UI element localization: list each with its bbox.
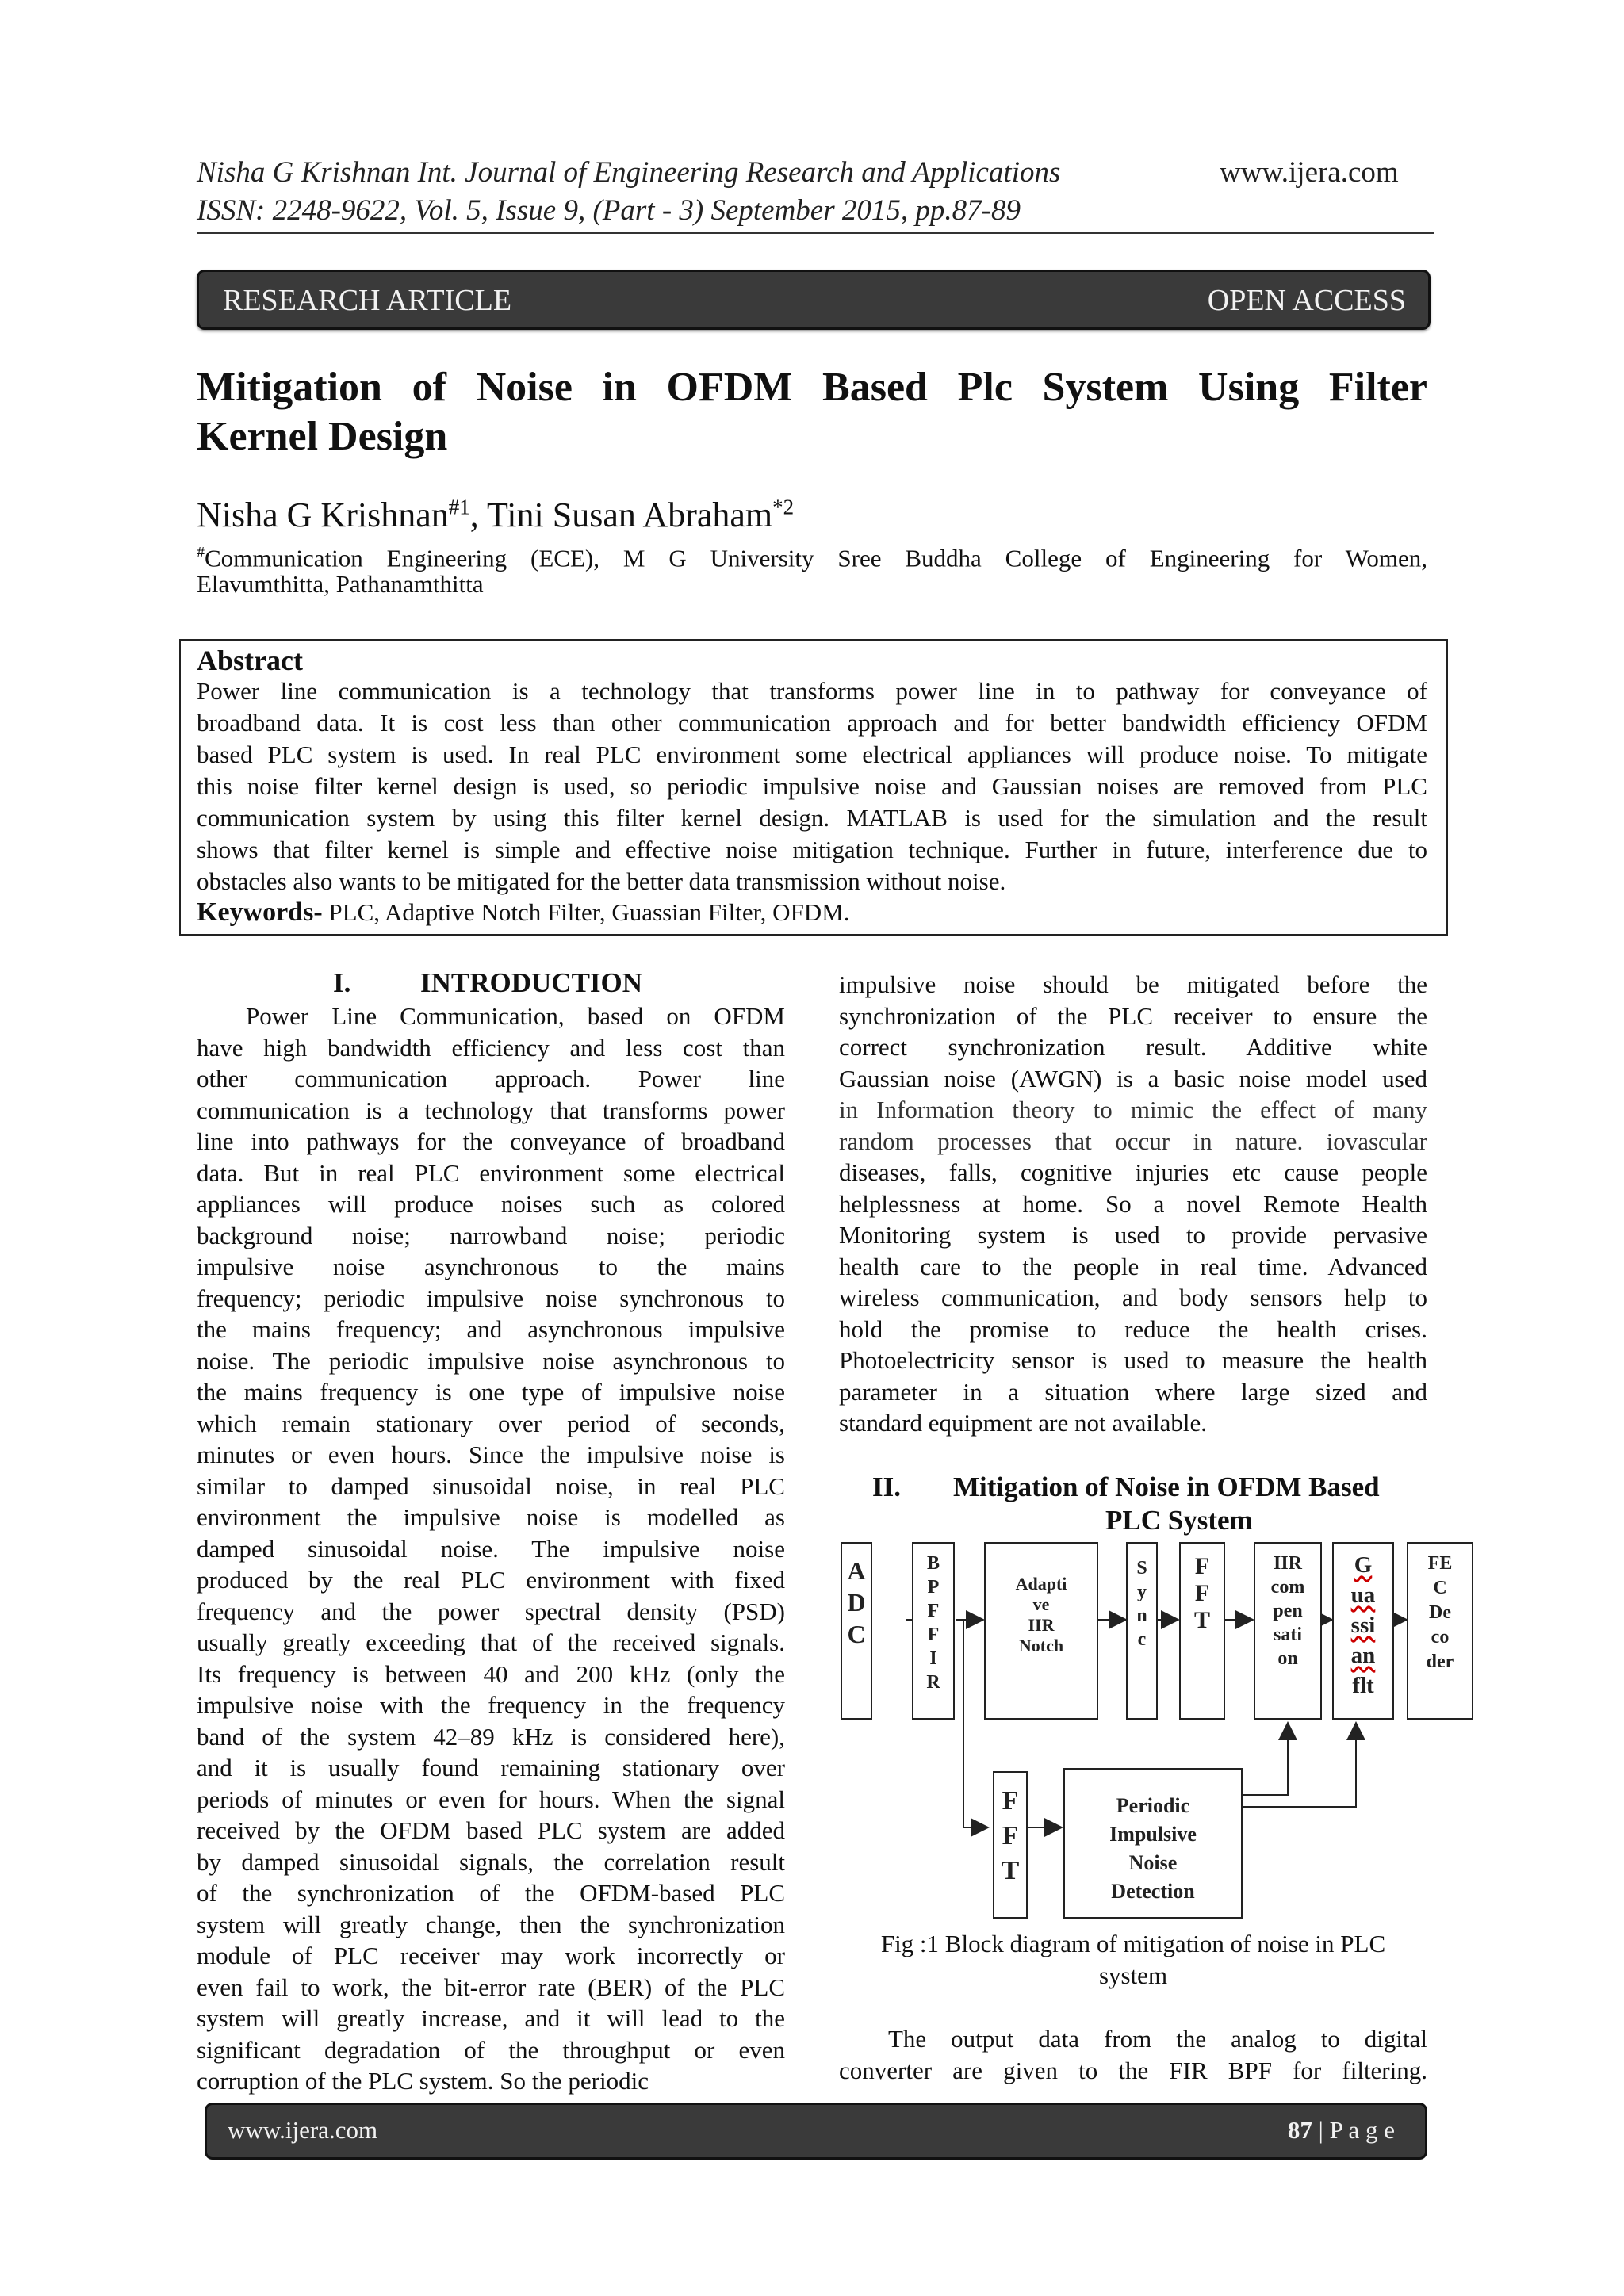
body-line: diseases, falls, cognitive injuries etc cause people (839, 1158, 1427, 1186)
intro-line: communication is a technology that transforms power (197, 1096, 785, 1124)
intro-line: the mains frequency is one type of impulsive noise (197, 1378, 785, 1406)
detect-line: Impulsive (1109, 1823, 1197, 1846)
gauss-line: flt (1352, 1673, 1374, 1698)
abstract-line: obstacles also wants to be mitigated for the better data transmission without noise. (197, 867, 1006, 895)
body-line: random processes that occur in nature. iovascular (839, 1127, 1427, 1155)
fft2-letter: T (1001, 1856, 1020, 1885)
right-column-body (839, 969, 1427, 1439)
bpf-letter: P (927, 1577, 940, 1598)
intro-line: module of PLC receiver may work incorrectly or (197, 1942, 785, 1969)
body-line: standard equipment are not available. (839, 1409, 1207, 1437)
body-line: correct synchronization result. Additive white (839, 1033, 1427, 1061)
header-rule (197, 232, 1434, 234)
fft2-letter: F (1002, 1786, 1019, 1816)
notch-line: Adapti (1015, 1574, 1067, 1594)
fft-letter: F (1194, 1580, 1210, 1606)
sync-letter: S (1136, 1558, 1147, 1578)
adc-block (841, 1542, 872, 1720)
intro-line: environment the impulsive noise is modelled as (197, 1503, 785, 1531)
journal-url[interactable]: www.ijera.com (1220, 156, 1399, 189)
footer-bar (205, 2103, 1427, 2160)
figure-caption (839, 1928, 1427, 1992)
paper-title-line2: Kernel Design (197, 414, 448, 459)
body-line: health care to the people in real time. Advanced (839, 1252, 1427, 1280)
intro-line: damped sinusoidal noise. The impulsive noise (197, 1534, 785, 1563)
detect-line: Noise (1128, 1851, 1178, 1874)
author-2: Tini Susan Abraham (486, 496, 773, 534)
adc-letter: A (847, 1556, 866, 1585)
intro-line: impulsive noise with the frequency in the frequency (197, 1691, 785, 1719)
iir-compensation-block (1254, 1542, 1322, 1720)
body-line: parameter in a situation where large sized and (839, 1377, 1427, 1406)
bpf-fir-block (912, 1542, 955, 1720)
page-number (1288, 2116, 1395, 2145)
fft-block (1179, 1542, 1225, 1720)
iir-line: pen (1273, 1601, 1303, 1621)
iir-line: on (1277, 1648, 1298, 1669)
intro-line: usually greatly exceeding that of the received signals. (197, 1628, 785, 1656)
intro-body (197, 1001, 785, 2097)
body-line: Monitoring system is used to provide pervasive (839, 1221, 1427, 1249)
intro-line: Power Line Communication, based on OFDM (246, 1002, 785, 1030)
detect-line: Periodic (1116, 1794, 1190, 1817)
gauss-line: ssi (1350, 1613, 1376, 1638)
gauss-line: an (1350, 1643, 1376, 1668)
body-line: wireless communication, and body sensors help to (839, 1284, 1427, 1311)
fec-line: FE (1427, 1553, 1453, 1574)
fft2-letter: F (1002, 1821, 1019, 1850)
body-line: hold the promise to reduce the health crises. (839, 1314, 1427, 1343)
periodic-impulsive-noise-detection-block (1063, 1768, 1243, 1919)
journal-header: Nisha G Krishnan Int. Journal of Engineering Research and Applications (197, 156, 1061, 189)
abstract-line: broadband data. It is cost less than other communication approach and for better bandwidth efficiency OFDM (197, 709, 1427, 737)
abstract-line: based PLC system is used. In real PLC environment some electrical appliances will produce noise. To mitigate (197, 740, 1427, 768)
sync-block (1126, 1542, 1158, 1720)
page-num: 87 (1287, 2116, 1312, 2144)
intro-line: background noise; narrowband noise; periodic (197, 1221, 785, 1249)
intro-heading: INTRODUCTION (420, 967, 643, 998)
bpf-letter: I (929, 1648, 937, 1669)
sync-letter: n (1136, 1605, 1147, 1626)
author-2-sup: *2 (772, 495, 795, 519)
intro-line: the mains frequency; and asynchronous impulsive (197, 1315, 785, 1343)
footer-url[interactable]: www.ijera.com (228, 2116, 378, 2144)
block-diagram (839, 1536, 1489, 1927)
adaptive-iir-notch-block (984, 1542, 1098, 1720)
keywords-label: Keywords- (197, 897, 323, 927)
intro-line: even fail to work, the bit-error rate (BER) of the PLC (197, 1973, 785, 2001)
intro-line: of the synchronization of the OFDM-based PLC (197, 1879, 785, 1907)
gauss-line: ua (1350, 1582, 1376, 1608)
fec-line: co (1431, 1627, 1450, 1647)
intro-line: by damped sinusoidal signals, the correlation result (197, 1847, 785, 1876)
page-label: | P a g e (1312, 2116, 1395, 2144)
intro-line: appliances will produce noises such as colored (197, 1190, 785, 1218)
body-line: in Information theory to mimic the effect of many (839, 1096, 1427, 1123)
sync-letter: y (1137, 1582, 1147, 1602)
body-line: synchronization of the PLC receiver to ensure the (839, 1001, 1427, 1030)
author-1: Nisha G Krishnan (197, 496, 449, 534)
keywords-list: PLC, Adaptive Notch Filter, Guassian Filter, OFDM. (322, 898, 850, 926)
intro-line: similar to damped sinusoidal noise, in real PLC (197, 1471, 785, 1500)
body-line: Photoelectricity sensor is used to measure the health (839, 1346, 1427, 1374)
intro-line: have high bandwidth efficiency and less cost than (197, 1033, 785, 1062)
sync-letter: c (1137, 1629, 1147, 1650)
abstract-line: this noise filter kernel design is used, so periodic impulsive noise and Gaussian noises are removed from PLC (197, 772, 1427, 800)
intro-line: band of the system 42–89 kHz is considered here), (197, 1722, 785, 1751)
author-1-sup: #1 (448, 495, 470, 519)
fft-letter: F (1194, 1553, 1210, 1579)
adc-letter: D (847, 1588, 866, 1617)
notch-line: Notch (1018, 1636, 1064, 1655)
intro-line: system will greatly increase, and it will lead to the (197, 2004, 785, 2032)
paragraph-after-figure (839, 2023, 1427, 2086)
intro-line: which remain stationary over period of seconds, (197, 1409, 785, 1437)
intro-line: data. But in real PLC environment some electrical (197, 1158, 785, 1187)
affiliation-sup: # (197, 544, 205, 561)
intro-line: frequency and the power spectral density (PSD) (197, 1597, 785, 1625)
iir-line: com (1270, 1577, 1305, 1598)
gaussian-filter-block (1332, 1542, 1394, 1720)
arrow-branch-fft2 (963, 1620, 986, 1827)
gauss-line: G (1354, 1552, 1373, 1578)
section2-heading-line2: PLC System (1105, 1505, 1253, 1536)
abstract-line: Power line communication is a technology that transforms power line in to pathway for conveyance of (197, 677, 1427, 705)
bpf-letter: B (926, 1553, 940, 1574)
fec-line: De (1429, 1602, 1451, 1623)
paper-title-line1: Mitigation of Noise in OFDM Based Plc System Using Filter (197, 365, 1427, 410)
abstract-body (197, 675, 1427, 897)
abstract-line: communication system by using this filter kernel design. MATLAB is used for the simulation and the result (197, 804, 1427, 832)
fec-line: C (1433, 1578, 1447, 1598)
intro-number: I. (333, 967, 351, 998)
intro-line: impulsive noise asynchronous to the mains (197, 1253, 785, 1280)
intro-line: other communication approach. Power line (197, 1065, 785, 1093)
fft-letter: T (1193, 1607, 1210, 1633)
detect-line: Detection (1111, 1880, 1195, 1903)
iir-line: IIR (1273, 1553, 1302, 1574)
keywords (197, 897, 850, 928)
intro-line: minutes or even hours. Since the impulsive noise is (197, 1441, 785, 1468)
intro-line: produced by the real PLC environment with fixed (197, 1566, 785, 1594)
author-separator: , (469, 496, 487, 534)
issn-line: ISSN: 2248-9622, Vol. 5, Issue 9, (Part - 3) September 2015, pp.87-89 (197, 194, 1021, 227)
para-line: The output data from the analog to digital (888, 2025, 1427, 2053)
arrow-detect-iir (1243, 1724, 1288, 1795)
intro-line: corruption of the PLC system. So the periodic (197, 2067, 649, 2095)
fft-detection-block (993, 1771, 1028, 1919)
fec-line: der (1426, 1651, 1454, 1672)
notch-line: IIR (1028, 1615, 1055, 1635)
iir-line: sati (1274, 1624, 1302, 1645)
abstract-line: shows that filter kernel is simple and effective noise mitigation technique. Further in future, interference due to (197, 836, 1427, 863)
body-line: impulsive noise should be mitigated before the (839, 970, 1427, 998)
article-type-banner (197, 270, 1431, 330)
para-line: converter are given to the FIR BPF for filtering. (839, 2056, 1427, 2084)
intro-line: and it is usually found remaining stationary over (197, 1754, 785, 1781)
bpf-letter: R (926, 1672, 940, 1693)
caption-line2: system (1098, 1961, 1168, 1989)
affiliation-text1: Communication Engineering (ECE), M G University Sree Buddha College of Engineering for Women, (205, 544, 1427, 572)
abstract-heading: Abstract (197, 645, 303, 676)
intro-line: Its frequency is between 40 and 200 kHz (only the (197, 1659, 785, 1688)
intro-line: noise. The periodic impulsive noise asynchronous to (197, 1346, 785, 1375)
bpf-letter: F (927, 1624, 940, 1645)
research-article-label: RESEARCH ARTICLE (223, 284, 512, 317)
section2-number: II. (872, 1471, 901, 1502)
intro-line: periods of minutes or even for hours. When the signal (197, 1785, 785, 1813)
notch-line: ve (1032, 1594, 1050, 1614)
adc-letter: C (847, 1620, 866, 1648)
intro-line: received by the OFDM based PLC system are added (197, 1816, 785, 1844)
section2-heading-line1: Mitigation of Noise in OFDM Based (953, 1471, 1380, 1502)
intro-line: frequency; periodic impulsive noise synchronous to (197, 1284, 785, 1312)
intro-line: system will greatly change, then the synchronization (197, 1910, 785, 1938)
intro-line: line into pathways for the conveyance of broadband (197, 1127, 785, 1155)
open-access-label: OPEN ACCESS (1207, 284, 1406, 317)
body-line: helplessness at home. So a novel Remote Health (839, 1189, 1427, 1218)
affiliation-line2: Elavumthitta, Pathanamthitta (197, 570, 484, 598)
intro-line: significant degradation of the throughput or even (197, 2035, 785, 2064)
body-line: Gaussian noise (AWGN) is a basic noise model used (839, 1064, 1427, 1093)
caption-line1: Fig :1 Block diagram of mitigation of noise in PLC (880, 1930, 1386, 1957)
fec-decoder-block (1407, 1542, 1473, 1720)
authors (197, 495, 794, 535)
bpf-letter: F (927, 1601, 940, 1621)
